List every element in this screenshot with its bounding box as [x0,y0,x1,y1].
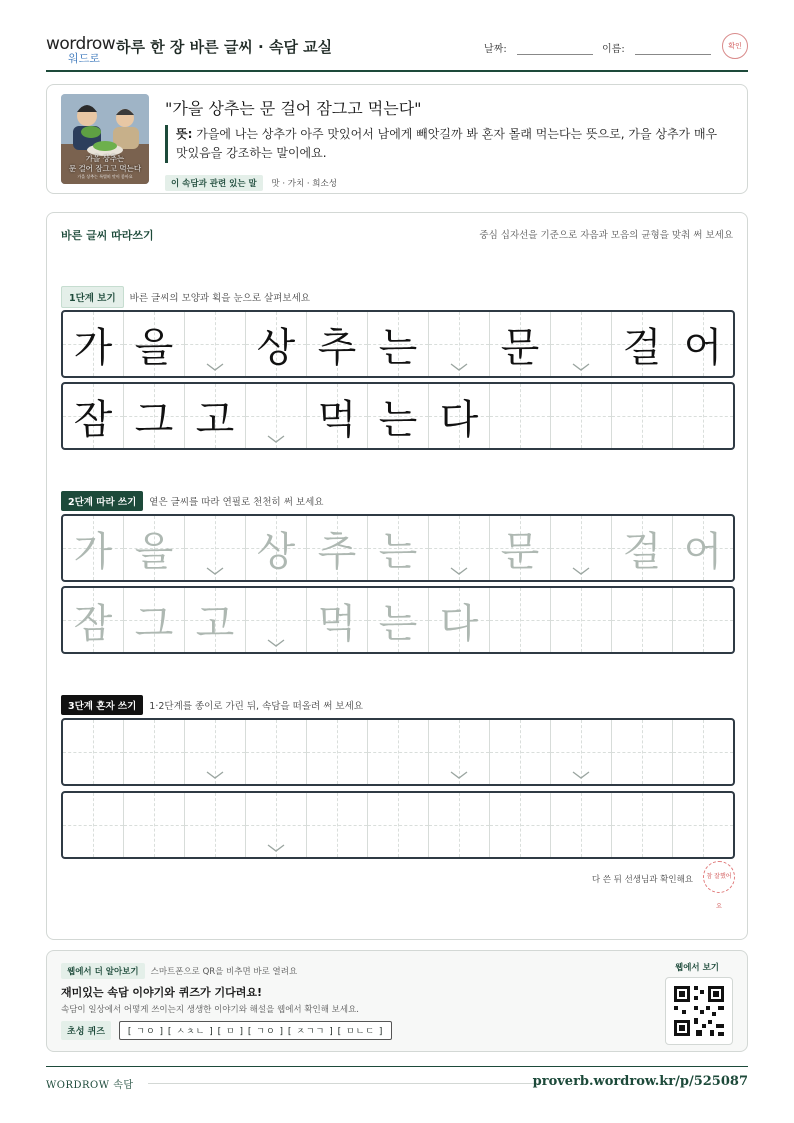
proverb-illustration [61,94,149,184]
grid-char: 문 [500,528,540,575]
grid-cell[interactable] [185,588,246,652]
grid-char: 걸 [622,324,662,371]
grid-cell[interactable] [490,516,551,580]
footer-divider [46,1066,748,1067]
grid-cell [673,384,733,448]
grid-cell[interactable] [429,588,490,652]
meaning-text: 가을에 나는 상추가 아주 맛있어서 남에게 빼앗길까 봐 혼자 몰래 먹는다는 뜻으로, 가을 상추가 매우 맛있음을 강조하는 말이에요. [176,127,718,160]
grid-cell[interactable] [63,793,124,857]
grid-cell[interactable] [612,720,673,784]
space-mark-icon [206,566,224,576]
grid-cell[interactable] [185,793,246,857]
grid-char: 고 [195,600,235,647]
grid-cell [612,312,673,376]
grid-cell[interactable] [673,720,733,784]
illustration-subcaption: 가을 상추는 특별히 맛이 좋아요 [77,174,133,179]
grid-cell[interactable] [124,588,185,652]
grid-char: 먹 [317,600,357,647]
grid-cell [429,384,490,448]
grid-cell[interactable] [246,793,307,857]
grid-cell[interactable] [246,516,307,580]
grid-cell[interactable] [307,720,368,784]
grid-char: 는 [378,528,418,575]
grid-cell[interactable] [429,720,490,784]
grid-cell[interactable] [673,516,733,580]
grid-cell[interactable] [307,516,368,580]
grid-cell[interactable] [124,720,185,784]
grid-char: 을 [134,528,174,575]
grid-cell[interactable] [551,516,612,580]
grid-char: 는 [378,396,418,443]
space-mark-icon [206,362,224,372]
grid-cell[interactable] [429,516,490,580]
grid-cell[interactable] [307,793,368,857]
grid-cell [307,312,368,376]
grid-cell[interactable] [63,720,124,784]
grid-char: 가 [73,528,113,575]
page-title: 하루 한 장 바른 글씨 · 속담 교실 [116,38,333,56]
meaning-label: 뜻: [176,127,193,141]
step2-desc: 옅은 글씨를 따라 연필로 천천히 써 보세요 [149,497,324,508]
grid-cell [551,384,612,448]
grid-cell [551,312,612,376]
step1-badge: 1단계 보기 [61,286,124,308]
grid-char: 잠 [73,600,113,647]
proverb-card [46,84,748,194]
grid-cell [185,312,246,376]
grid-char: 문 [500,324,540,371]
web-badge-hint: 스마트폰으로 QR을 비추면 바로 열려요 [150,967,298,977]
space-mark-icon [572,362,590,372]
done-note: 다 쓴 뒤 선생님과 확인해요 [591,875,693,885]
web-badge: 웹에서 더 알아보기 [61,963,145,979]
grid-char: 먹 [317,396,357,443]
grid-char: 고 [195,396,235,443]
related-words: 맛 · 가치 · 희소성 [271,179,337,189]
grid-char: 잠 [73,396,113,443]
grid-char: 그 [134,600,174,647]
grid-cell[interactable] [490,720,551,784]
grid-cell[interactable] [185,516,246,580]
footer-rule [148,1083,538,1084]
step3-badge: 3단계 혼자 쓰기 [61,695,143,715]
grid-cell[interactable] [63,516,124,580]
grid-cell [429,312,490,376]
web-description: 속담이 일상에서 어떻게 쓰이는지 생생한 이야기와 해설을 웹에서 확인해 보세요. [61,1005,359,1015]
grid-char: 추 [317,324,357,371]
grid-cell[interactable] [551,720,612,784]
qr-code-icon[interactable] [665,977,733,1045]
grid-cell[interactable] [307,588,368,652]
grid-cell [612,384,673,448]
grid-cell[interactable] [490,588,551,652]
space-mark-icon [450,362,468,372]
logo-text: wordrow [46,34,116,54]
grid-char: 추 [317,528,357,575]
web-card [46,950,748,1052]
practice-section [46,212,748,940]
grid-cell[interactable] [368,720,429,784]
step3-row-2[interactable] [61,791,735,859]
related-words-row [165,175,337,191]
space-mark-icon [572,770,590,780]
grid-cell[interactable] [551,588,612,652]
grid-cell [63,384,124,448]
step2-row-1[interactable] [61,514,735,582]
grid-cell[interactable] [673,588,733,652]
grid-cell [368,384,429,448]
grid-cell [307,384,368,448]
qr-label: 웹에서 보기 [674,963,719,973]
grid-cell [124,384,185,448]
grid-cell [124,312,185,376]
step1-desc: 바른 글씨의 모양과 획을 눈으로 살펴보세요 [129,293,310,304]
date-line[interactable] [517,45,593,55]
grid-char: 상 [256,528,296,575]
well-done-stamp-icon: 참 잘했어요 [703,861,735,893]
grid-cell[interactable] [612,793,673,857]
grid-cell[interactable] [63,588,124,652]
grid-cell [490,312,551,376]
qr-code-graphic [666,978,732,1044]
check-stamp-icon: 확인 [722,33,748,59]
name-line[interactable] [635,45,711,55]
grid-cell [368,312,429,376]
grid-cell [185,384,246,448]
grid-cell [246,312,307,376]
footer-url-link[interactable]: proverb.wordrow.kr/p/525087 [532,1074,748,1089]
grid-cell [490,384,551,448]
grid-char: 을 [134,324,174,371]
space-mark-icon [450,566,468,576]
grid-cell[interactable] [612,516,673,580]
grid-cell [673,312,733,376]
grid-cell [63,312,124,376]
grid-char: 가 [73,324,113,371]
name-field[interactable] [602,40,711,55]
grid-cell[interactable] [124,516,185,580]
step2-row-2[interactable] [61,586,735,654]
logo-subtext: 워드로 [68,52,100,65]
grid-cell[interactable] [551,793,612,857]
grid-cell[interactable] [429,793,490,857]
grid-cell[interactable] [246,720,307,784]
grid-cell[interactable] [490,793,551,857]
initial-quiz [61,1021,392,1040]
space-mark-icon [267,434,285,444]
grid-char: 어 [683,528,723,575]
step2-label [61,491,323,511]
step3-row-1[interactable] [61,718,735,786]
web-badge-row [61,963,297,979]
date-label: 날짜: [484,44,507,55]
space-mark-icon [450,770,468,780]
illustration-caption: 가을 상추는 문 걸어 잠그고 먹는다 [68,154,142,173]
grid-char: 다 [439,396,479,443]
grid-char: 그 [134,396,174,443]
quiz-label: 초성 퀴즈 [61,1021,111,1040]
wordrow-logo [46,34,116,65]
proverb-title: "가을 상추는 문 걸어 잠그고 먹는다" [165,99,422,118]
related-label: 이 속담과 관련 있는 말 [165,175,263,191]
grid-cell[interactable] [124,793,185,857]
footer-brand: WORDROW 속담 [46,1080,134,1091]
name-label: 이름: [602,44,625,55]
section-hint: 중심 십자선을 기준으로 자음과 모음의 균형을 맞춰 써 보세요 [479,230,733,241]
space-mark-icon [206,770,224,780]
grid-cell[interactable] [612,588,673,652]
grid-char: 상 [256,324,296,371]
grid-cell[interactable] [368,588,429,652]
step1-label [61,286,310,308]
grid-char: 어 [683,324,723,371]
grid-cell[interactable] [246,588,307,652]
page-header [46,28,748,72]
grid-cell[interactable] [185,720,246,784]
space-mark-icon [267,638,285,648]
grid-cell [246,384,307,448]
grid-char: 는 [378,324,418,371]
step3-desc: 1·2단계를 종이로 가린 뒤, 속담을 떠올려 써 보세요 [149,701,363,712]
grid-char: 는 [378,600,418,647]
step1-row-2 [61,382,735,450]
quiz-box: [ ㄱㅇ ] [ ㅅㅊㄴ ] [ ㅁ ] [ ㄱㅇ ] [ ㅈㄱㄱ ] [ ㅁㄴㄷ ] [119,1021,393,1040]
space-mark-icon [267,843,285,853]
grid-cell[interactable] [368,793,429,857]
web-headline: 재미있는 속담 이야기와 퀴즈가 기다려요! [61,986,262,999]
proverb-meaning [165,125,725,163]
grid-cell[interactable] [368,516,429,580]
step3-label [61,695,363,715]
space-mark-icon [572,566,590,576]
date-field[interactable] [484,40,593,55]
section-title: 바른 글씨 따라쓰기 [61,229,154,242]
grid-cell[interactable] [673,793,733,857]
grid-char: 걸 [622,528,662,575]
step1-row-1 [61,310,735,378]
grid-char: 다 [439,600,479,647]
step2-badge: 2단계 따라 쓰기 [61,491,143,511]
